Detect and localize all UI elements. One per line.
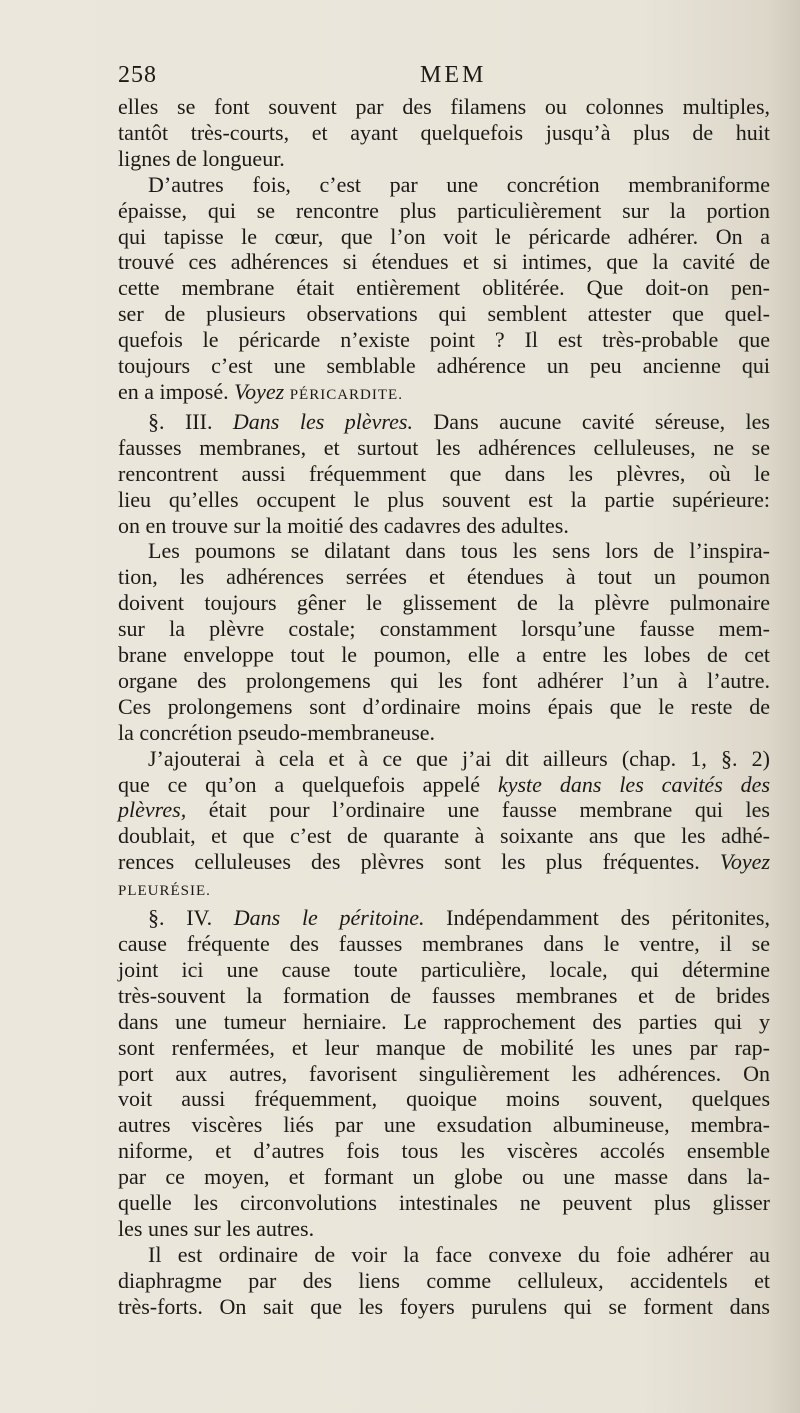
line-text: organe des prolongemens qui les font adhérer l’un à l’autre. [118,667,770,693]
section-heading: Dans le péritoine. [233,905,425,931]
text-line [118,301,770,327]
text-line [118,642,770,668]
line-text: doivent toujours gêner le glissement de la plèvre pulmonaire [118,590,770,616]
text-line [118,746,770,772]
line-text: cause fréquente des fausses membranes dans le ventre, il se [118,931,770,956]
line-text: Dans aucune cavité séreuse, les [433,408,770,434]
text-line [118,1112,770,1138]
line-text: niforme, et d’autres fois tous les viscères accolés ensemble [118,1138,770,1164]
line-text: port aux autres, favorisent singulièrement les adhérences. On [118,1060,770,1086]
line-text: doublait, et que c’est de quarante à soixante ans que les adhé- [118,823,770,849]
text-line [118,146,770,172]
line-text: J’ajouterai à cela et à ce que j’ai dit ailleurs (chap. 1, §. 2) [148,745,770,771]
text-line [118,1268,770,1294]
line-text: Il est ordinaire de voir la face convexe du foie adhérer au [148,1241,770,1267]
line-text: dans une tumeur herniaire. Le rapprochement des parties qui y [118,1008,770,1034]
text-line [118,487,770,513]
line-text: joint ici une cause toute particulière, locale, qui détermine [118,956,770,982]
italic-text: plèvres, [118,797,187,823]
text-line [118,1216,770,1242]
line-text: que ce qu’on a quelquefois appelé [118,771,481,797]
line-text: quefois le péricarde n’existe point ? Il est très-probable que [118,327,770,353]
text-line [118,1164,770,1190]
line-text: lieu qu’elles occupent le plus souvent est la partie supérieure: [118,486,770,512]
line-text: rences celluleuses des plèvres sont les plus fréquentes. [118,849,700,875]
text-line [118,1009,770,1035]
text-line [118,94,770,120]
text-line [118,983,770,1009]
page-number: 258 [118,62,157,88]
line-text: trouvé ces adhérences si étendues et si intimes, que la cavité de [118,249,770,275]
line-text: tion, les adhérences serrées et étendues à tout un poumon [118,564,770,590]
text-line [118,1242,770,1268]
text-line [118,616,770,642]
line-text: la concrétion pseudo-membraneuse. [118,719,436,745]
line-text: tantôt très-courts, et ayant quelquefois jusqu’à plus de huit [118,119,770,145]
text-line [118,275,770,301]
italic-text: kyste dans les cavités des [497,771,771,797]
cross-reference-target: PLEURÉSIE. [118,883,211,900]
line-text: autres viscères liés par une exsudation albumineuse, membra- [118,1112,770,1138]
cross-reference-target: PÉRICARDITE. [289,386,403,403]
line-text: très-forts. On sait que les foyers purulens qui se forment dans [118,1293,770,1319]
line-text: était pour l’ordinaire une fausse membrane qui les [208,797,770,823]
text-line [118,1086,770,1112]
line-text: Ces prolongemens sont d’ordinaire moins épais que le reste de [118,693,770,719]
text-line [118,694,770,720]
running-head [118,62,768,96]
text-line [118,931,770,957]
text-line [118,772,770,798]
text-line [118,905,770,931]
line-text: rencontrent aussi fréquemment que dans les plèvres, où le [118,460,770,486]
text-line [118,353,770,379]
text-line [118,513,770,539]
text-line [118,120,770,146]
text-line [118,461,770,487]
text-line [118,538,770,564]
line-text: épaisse, qui se rencontre plus particulièrement sur la portion [118,197,770,223]
text-line [118,172,770,198]
text-line [118,849,770,875]
line-text: les unes sur les autres. [118,1215,315,1241]
text-line [118,797,770,823]
line-text: Indépendamment des péritonites, [446,905,770,931]
line-text: par ce moyen, et formant un globe ou une masse dans la- [118,1164,770,1190]
text-line [118,957,770,983]
text-line [118,224,770,250]
line-text: on en trouve sur la moitié des cadavres des adultes. [118,512,569,538]
text-line [118,409,770,435]
line-text: qui tapisse le cœur, que l’on voit le péricarde adhérer. On a [118,223,770,249]
text-line [118,435,770,461]
text-line [118,1035,770,1061]
line-text: D’autres fois, c’est par une concrétion membraniforme [148,171,770,197]
line-text: toujours c’est une semblable adhérence un peu ancienne qui [118,353,770,379]
text-line [118,875,770,905]
text-line [118,823,770,849]
text-line [118,1294,770,1320]
line-text: sont renfermées, et leur manque de mobilité les unes par rap- [118,1034,770,1060]
line-text: voit aussi fréquemment, quoique moins souvent, quelques [118,1086,770,1112]
line-text: cette membrane était entièrement oblitérée. Que doit-on pen- [118,275,770,301]
line-text: fausses membranes, et surtout les adhérences celluleuses, ne se [118,434,770,460]
line-text: ser de plusieurs observations qui semblent attester que quel- [118,301,770,327]
text-line [118,1190,770,1216]
line-text: brane enveloppe tout le poumon, elle a entre les lobes de cet [118,642,770,668]
line-text: lignes de longueur. [118,145,285,171]
text-line [118,249,770,275]
text-line [118,720,770,746]
line-text: quelle les circonvolutions intestinales ne peuvent plus glisser [118,1190,770,1216]
text-line [118,1138,770,1164]
text-line [118,668,770,694]
section-mark: §. IV. [148,905,213,931]
text-line [118,327,770,353]
section-heading: Dans les plèvres. [232,408,413,434]
line-text: très-souvent la formation de fausses membranes et de brides [118,982,770,1008]
text-line [118,198,770,224]
text-line [118,564,770,590]
cross-reference: Voyez [719,849,771,875]
section-mark: §. III. [148,408,213,434]
line-text: diaphragme par des liens comme celluleux, accidentels et [118,1267,770,1293]
cross-reference: Voyez [234,378,285,404]
line-text: elles se font souvent par des filamens ou colonnes multiples, [118,94,770,119]
text-line [118,1061,770,1087]
line-text: Les poumons se dilatant dans tous les sens lors de l’inspira- [148,538,770,564]
line-text: en a imposé. [118,378,229,404]
body-text [118,94,770,1320]
text-line [118,590,770,616]
running-head-title: MEM [420,62,487,88]
text-line [118,379,770,409]
line-text: sur la plèvre costale; constamment lorsqu’une fausse mem- [118,616,770,642]
